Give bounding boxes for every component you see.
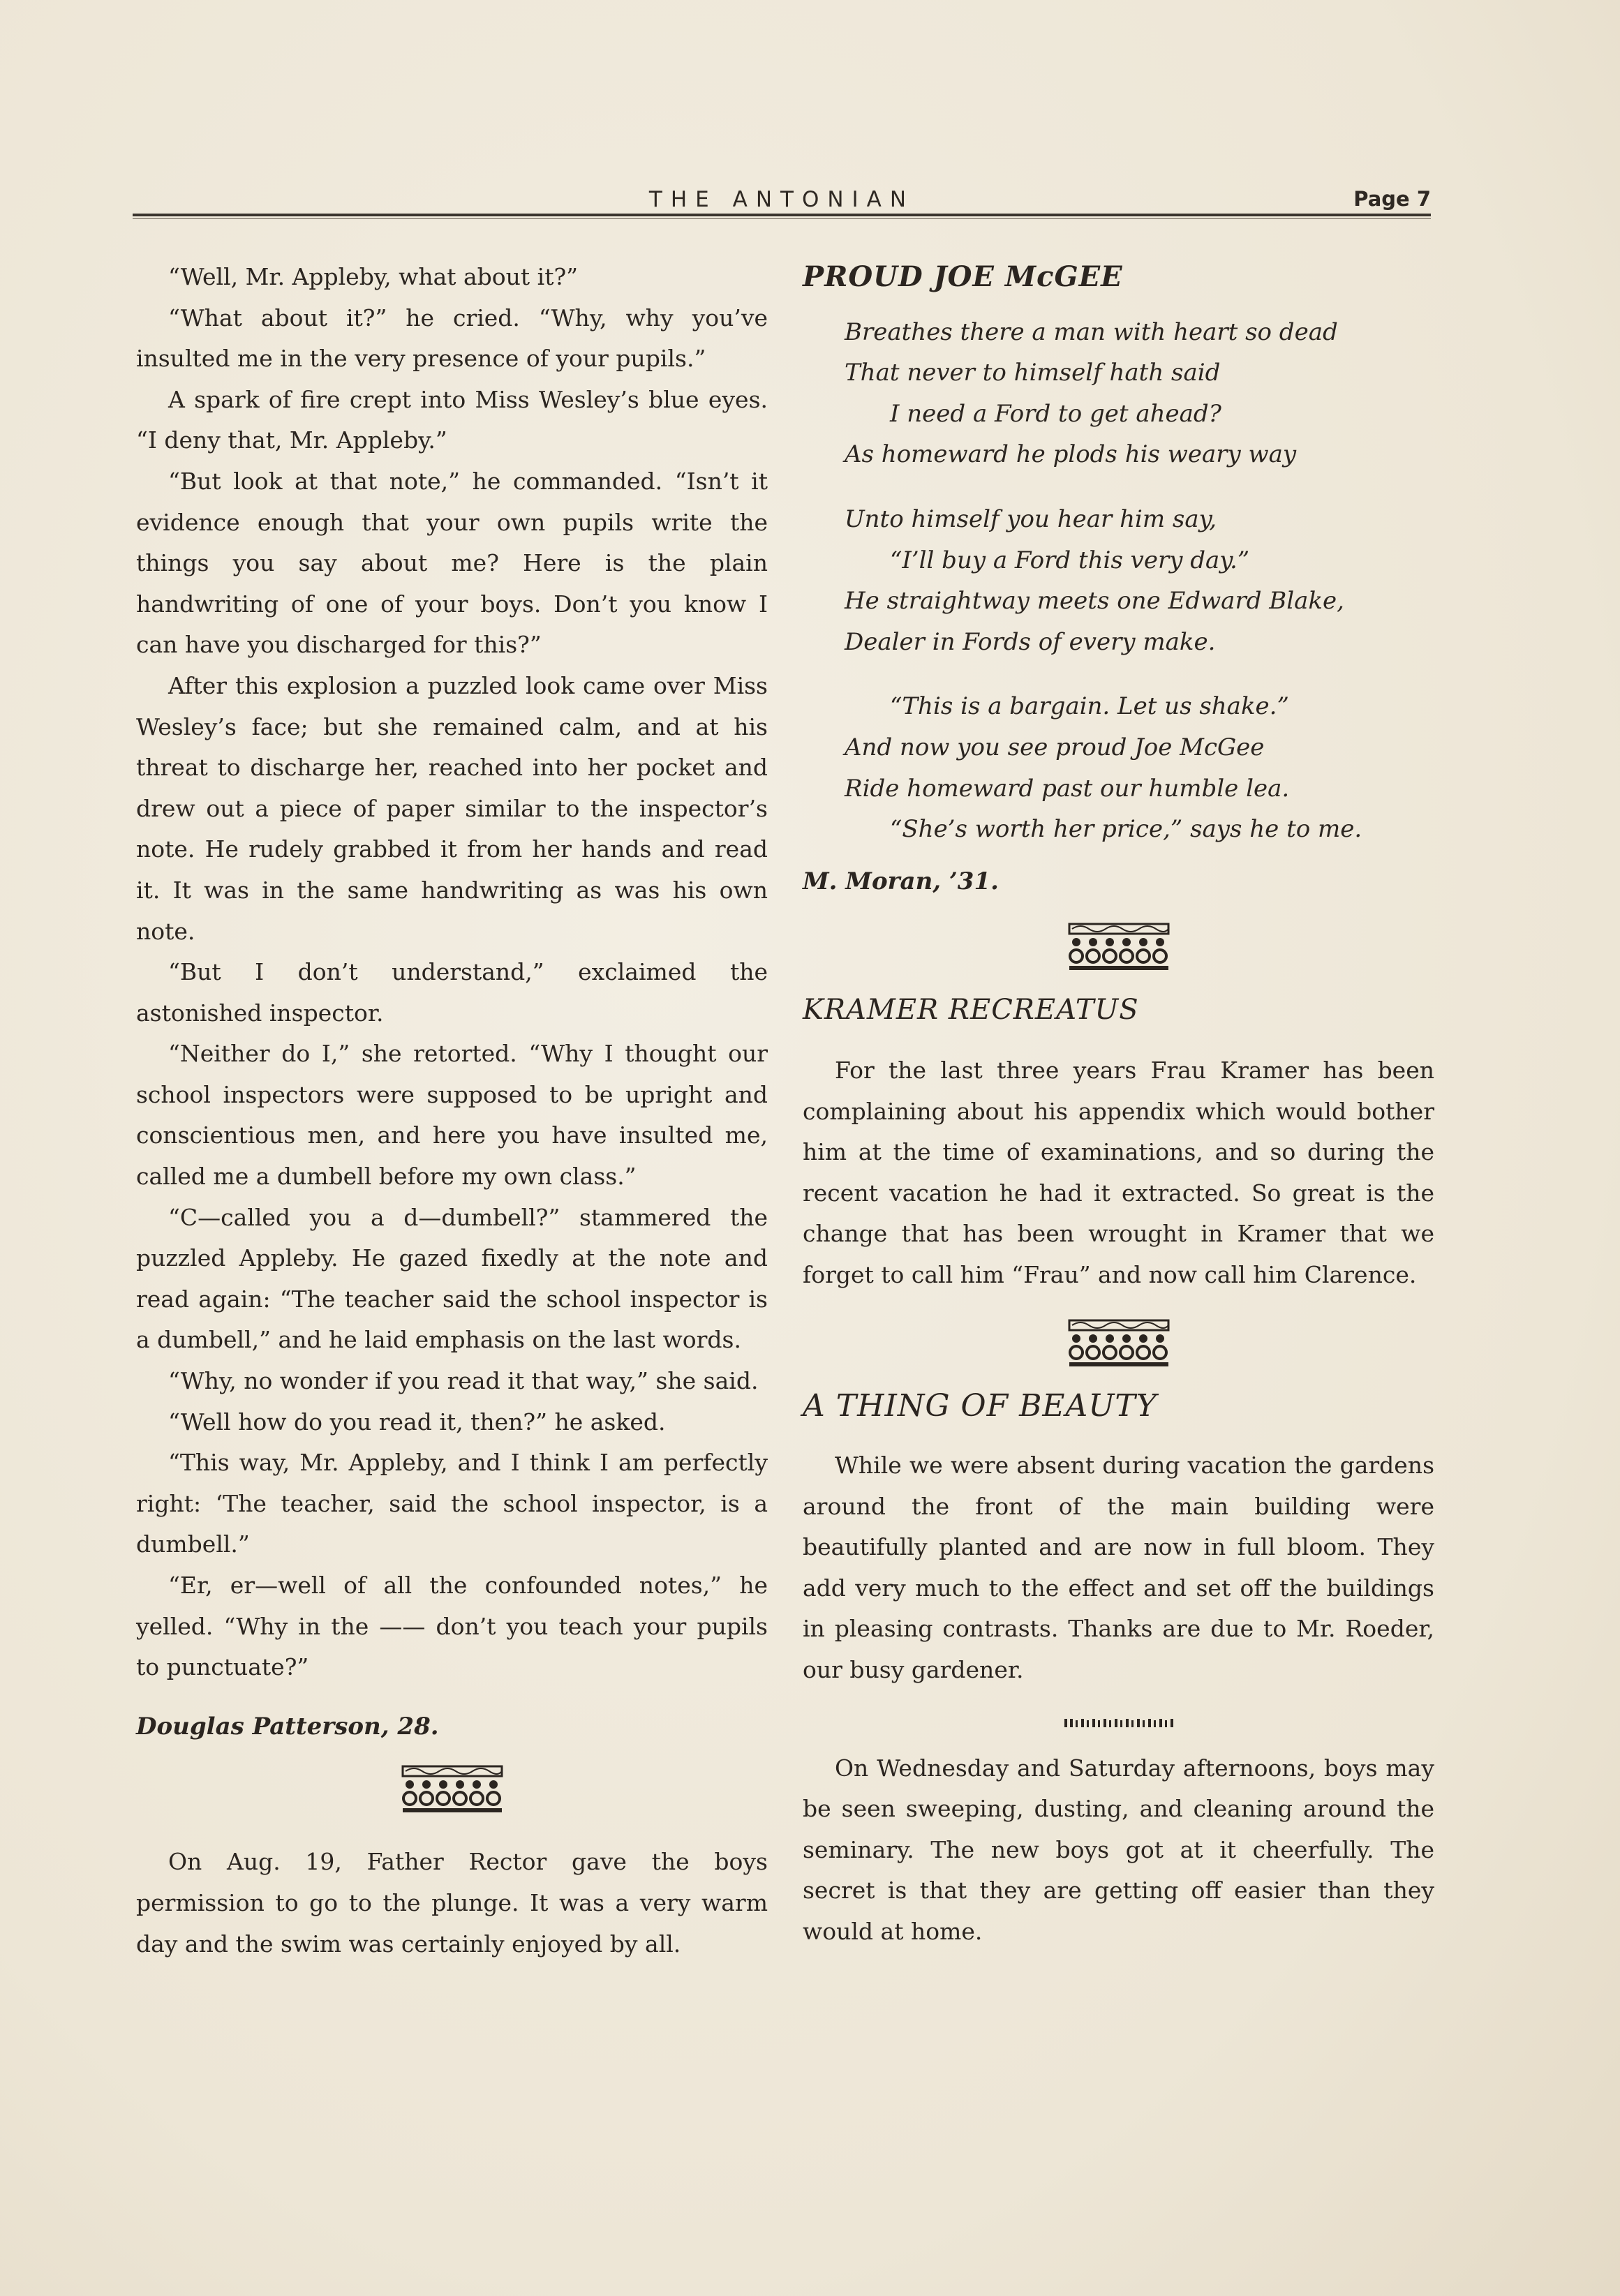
story-paragraph: “Well how do you read it, then?” he asked. (168, 1408, 666, 1436)
header-rule-thin (133, 218, 1431, 219)
poem-line: And now you see proud Joe McGee (845, 733, 1265, 761)
story-paragraph: A spark of fire crept into Miss Wesley’s blue eyes. “I deny that, Mr. Appleby.” (136, 385, 768, 454)
news-item: On Aug. 19, Father Rector gave the boys permission to go to the plunge. It was a very warm day and the swim was certainly enjoyed by all. (136, 1848, 768, 1958)
poem-line: He straightway meets one Edward Blake, (845, 587, 1344, 616)
story-signature: Douglas Patterson, 28. (136, 1712, 439, 1740)
poem-line: Ride homeward past our humble lea. (845, 774, 1290, 803)
ornament-divider (1067, 1316, 1171, 1371)
poem-line: “She’s worth her price,” says he to me. (890, 815, 1362, 844)
poem-line: “This is a bargain. Let us shake.” (890, 692, 1289, 721)
dash-ornament-divider (1063, 1704, 1175, 1720)
cleaning-paragraph: On Wednesday and Saturday afternoons, boys may be seen sweeping, dusting, and cleaning around the seminary. The new boys got at it cheerfully. The secret is that they are getting off easier than they would at home. (803, 1754, 1434, 1945)
poem-stanza-1 (803, 312, 1434, 475)
story-paragraph: “Why, no wonder if you read it that way,” she said. (168, 1367, 759, 1395)
poem-line: “I’ll buy a Ford this very day.” (890, 546, 1250, 574)
poem-line: Dealer in Fords of every make. (845, 627, 1216, 656)
right-column (803, 257, 1434, 1953)
publication-title: THE ANTONIAN (648, 187, 915, 212)
page-number: Page 7 (1353, 187, 1431, 211)
poem-stanza-2 (803, 499, 1434, 662)
story-paragraph: “This way, Mr. Appleby, and I think I am perfectly right: ‘The teacher, said the school inspector, is a dumbell.” (136, 1449, 768, 1558)
poem-line: As homeward he plods his weary way (845, 440, 1297, 469)
section-title-kramer: KRAMER RECREATUS (803, 994, 1139, 1027)
poem-line: Breathes there a man with heart so dead (845, 318, 1338, 346)
story-paragraph: After this explosion a puzzled look came over Miss Wesley’s face; but she remained calm, and at his threat to discharge her, reached into her pocket and drew out a piece of paper similar to the inspector’s note. He rudely grabbed it from her hands and read it. It was in the same handwriting as was his own note. (136, 671, 768, 945)
poem-signature: M. Moran, ’31. (803, 867, 999, 895)
story-paragraph: “What about it?” he cried. “Why, why you’ve insulted me in the very presence of your pupils.” (136, 304, 768, 373)
story-paragraph: “C—called you a d—dumbell?” stammered the puzzled Appleby. He gazed fixedly at the note and read again: “The teacher said the school inspector is a dumbell,” and he laid emphasis on the last words. (136, 1203, 768, 1354)
ornament-divider (400, 1762, 505, 1817)
kramer-paragraph: For the last three years Frau Kramer has been complaining about his appendix which would bother him at the time of examinations, and so during the recent vacation he had it extracted. So great is the change that has been wrought in Kramer that we forget to call him “Frau” and now call him Clarence. (803, 1056, 1434, 1288)
poem-title: PROUD JOE McGEE (803, 260, 1123, 293)
beauty-paragraph: While we were absent during vacation the gardens around the front of the main building were beautifully planted and are now in full bloom. They add very much to the effect and set off the buildings in pleasing contrasts. Thanks are due to Mr. Roeder, our busy gardener. (803, 1452, 1434, 1684)
story-paragraph: “Neither do I,” she retorted. “Why I thought our school inspectors were supposed to be upright and conscientious men, and here you have insulted me, called me a dumbell before my own class.” (136, 1040, 768, 1191)
story-paragraph: “Er, er—well of all the confounded notes,” he yelled. “Why in the —— don’t you teach your pupils to punctuate?” (136, 1572, 768, 1681)
ornament-divider (1067, 920, 1171, 974)
poem-stanza-3 (803, 686, 1434, 849)
left-column (136, 257, 768, 1965)
section-title-beauty: A THING OF BEAUTY (803, 1388, 1157, 1424)
story-paragraph: “But look at that note,” he commanded. “Isn’t it evidence enough that your own pupils write the things you say about me? Here is the plain handwriting of one of your boys. Don’t you know I can have you discharged for this?” (136, 467, 768, 659)
story-paragraph: “Well, Mr. Appleby, what about it?” (168, 263, 579, 290)
poem-line: That never to himself hath said (845, 359, 1221, 387)
poem-line: Unto himself you hear him say, (845, 505, 1217, 533)
story-paragraph: “But I don’t understand,” exclaimed the astonished inspector. (136, 958, 768, 1027)
header-rule (133, 214, 1431, 216)
poem-line: I need a Ford to get ahead? (890, 399, 1221, 428)
